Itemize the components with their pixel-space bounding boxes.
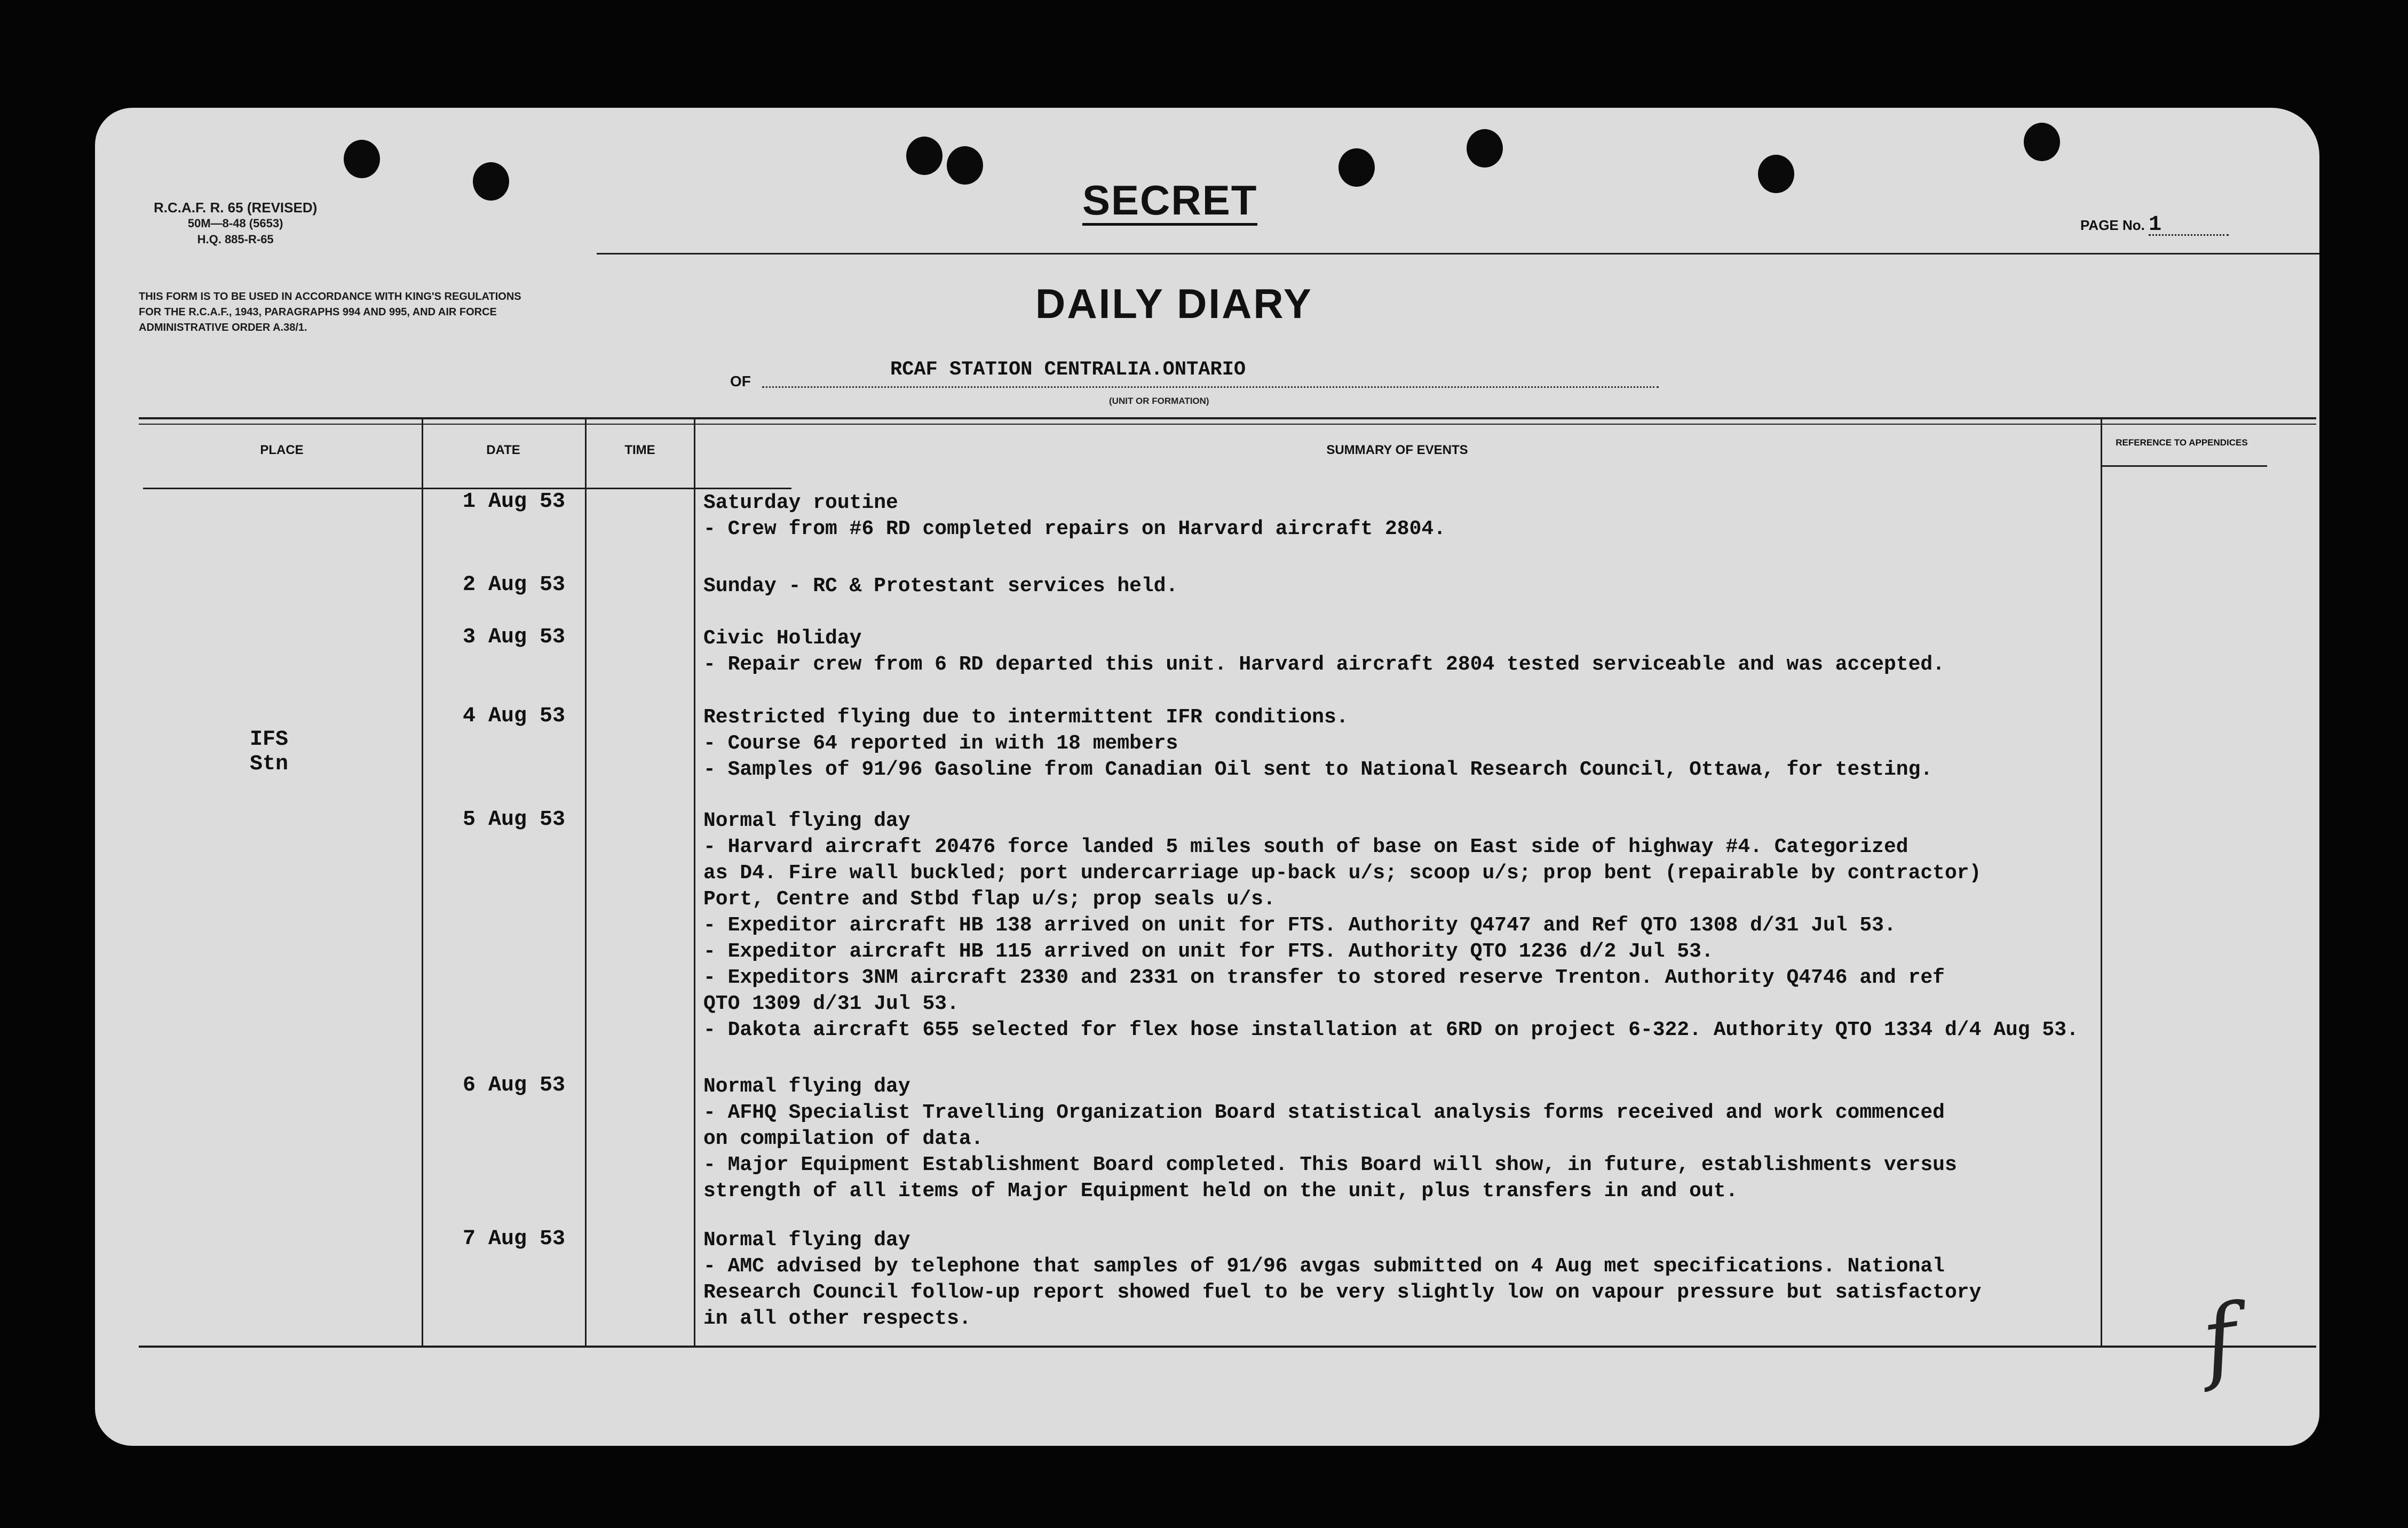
entry-date: 5 Aug 53 [462,808,566,832]
column-header-summary: SUMMARY OF EVENTS [1326,443,1468,457]
table-top-rule [139,417,2316,419]
column-divider [585,417,587,1346]
entry-summary [703,573,2230,599]
summary-line: - Course 64 reported in with 18 members [703,732,1178,755]
summary-line: Saturday routine [703,491,898,514]
summary-line: Restricted flying due to intermittent IFR conditions. [703,706,1349,729]
entry-date: 6 Aug 53 [462,1073,566,1097]
summary-line: Port, Centre and Stbd flap u/s; prop seals u/s. [703,888,1276,911]
binder-hole [2024,123,2060,161]
unit-name: RCAF STATION CENTRALIA.ONTARIO [890,359,1246,381]
summary-line: on compilation of data. [703,1127,984,1150]
entry-date: 2 Aug 53 [462,573,566,597]
summary-line: Normal flying day [703,1075,910,1098]
summary-line: - Major Equipment Establishment Board completed. This Board will show, in future, establishments versus [703,1153,1957,1176]
column-header-reference: REFERENCE TO APPENDICES [2116,437,2248,448]
unit-dotted-line [762,386,1659,388]
of-label: OF [730,373,751,389]
page-number-value: 1 [2149,216,2229,236]
summary-line: - Crew from #6 RD completed repairs on Harvard aircraft 2804. [703,518,1446,540]
entry-summary [703,490,2230,542]
page-number-field [2080,213,2229,237]
summary-line: - Expeditors 3NM aircraft 2330 and 2331 on transfer to stored reserve Trenton. Authority Q4746 and ref [703,966,1945,989]
summary-line: Normal flying day [703,809,910,832]
summary-line: QTO 1309 d/31 Jul 53. [703,992,959,1015]
form-identifier [154,200,317,248]
entry-date: 1 Aug 53 [462,490,566,514]
summary-line: strength of all items of Major Equipment held on the unit, plus transfers in and out. [703,1180,1738,1203]
entry-date: 3 Aug 53 [462,625,566,649]
unit-caption: (UNIT OR FORMATION) [1109,396,1209,406]
initials-signature: f [2196,1285,2244,1395]
summary-line: - Expeditor aircraft HB 115 arrived on unit for FTS. Authority QTO 1236 d/2 Jul 53. [703,940,1714,963]
entry-date: 4 Aug 53 [462,704,566,728]
table-bottom-rule [139,1346,2316,1348]
summary-line: - Expeditor aircraft HB 138 arrived on unit for FTS. Authority Q4747 and Ref QTO 1308 d/31 Jul 53. [703,914,1896,937]
page-number-label: PAGE No. [2080,217,2145,233]
entry-summary [703,1227,2230,1332]
summary-line: - Dakota aircraft 655 selected for flex hose installation at 6RD on project 6-322. Authority QTO 1334 d/4 Aug 53. [703,1018,2079,1041]
entry-summary [703,625,2230,678]
column-header-place: PLACE [260,443,304,457]
column-header-time: TIME [624,443,655,457]
summary-line: as D4. Fire wall buckled; port undercarriage up-back u/s; scoop u/s; prop bent (repairable by contractor) [703,862,1982,885]
page-title: DAILY DIARY [1035,280,1313,327]
binder-hole [906,137,942,175]
place-cell [250,728,288,777]
header-rule [597,253,2319,254]
place-line: Stn [250,752,289,776]
binder-hole [1338,148,1375,187]
summary-line: - Samples of 91/96 Gasoline from Canadian Oil sent to National Research Council, Ottawa, for testing. [703,758,1933,781]
summary-line: Research Council follow-up report showed fuel to be very slightly low on vapour pressure but satisfactory [703,1281,1982,1304]
summary-line: in all other respects. [703,1307,971,1330]
table-top-rule-2 [139,424,2316,425]
summary-line: - AMC advised by telephone that samples of 91/96 avgas submitted on 4 Aug met specifications. National [703,1255,1945,1278]
form-number: R.C.A.F. R. 65 (REVISED) [154,200,318,216]
summary-line: - Repair crew from 6 RD departed this unit. Harvard aircraft 2804 tested serviceable and was accepted. [703,653,1945,676]
binder-hole [1467,129,1503,168]
column-divider [694,417,695,1346]
summary-line: - AFHQ Specialist Travelling Organization Board statistical analysis forms received and work commenced [703,1101,1945,1124]
summary-line: Sunday - RC & Protestant services held. [703,575,1178,598]
classification-label: SECRET [1082,177,1257,226]
usage-note: THIS FORM IS TO BE USED IN ACCORDANCE WITH KING'S REGULATIONS FOR THE R.C.A.F., 1943, PARAGRAPHS 994 AND 995, AND AIR FORCE ADMINISTRATIVE ORDER A.38/1. [139,291,521,333]
entry-date: 7 Aug 53 [462,1227,566,1251]
form-hq-code: H.Q. 885-R-65 [197,233,274,246]
summary-line: Normal flying day [703,1229,910,1252]
summary-line: - Harvard aircraft 20476 force landed 5 miles south of base on East side of highway #4. Categorized [703,835,1908,858]
entry-summary [703,704,2230,783]
entry-summary [703,808,2230,1043]
form-print-code: 50M—8-48 (5653) [187,217,283,230]
reference-header-rule [2102,465,2267,467]
binder-hole [344,140,380,178]
binder-hole [947,146,983,185]
entry-summary [703,1073,2230,1204]
place-line: IFS [250,728,289,752]
summary-line: Civic Holiday [703,627,862,650]
column-divider [422,417,423,1346]
binder-hole [1758,155,1794,193]
column-header-date: DATE [486,443,520,457]
binder-hole [473,162,509,201]
diary-sheet [95,108,2319,1446]
